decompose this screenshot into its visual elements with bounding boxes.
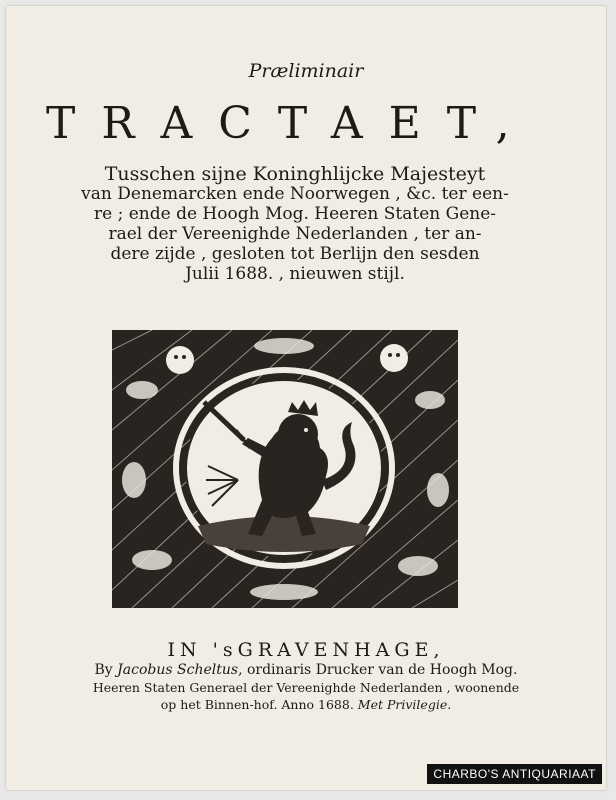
imprint-printer-role: , ordinaris Drucker van de Hoogh Mog. <box>238 662 518 678</box>
imprint-by: By <box>94 662 113 678</box>
lion-rampant-woodcut-icon <box>112 330 458 608</box>
imprint-printer-line <box>46 662 566 679</box>
document-title: TRACTAET, <box>46 98 536 149</box>
imprint-printer-name: Jacobus Scheltus <box>117 662 239 678</box>
subtitle-line: dere zijde , gesloten tot Berlijn den sesden <box>110 244 480 264</box>
subtitle-line: rael der Vereenighde Nederlanden , ter an- <box>108 224 482 244</box>
preliminary-heading: Præliminair <box>248 60 364 82</box>
subtitle-line: re ; ende de Hoogh Mog. Heeren Staten Gene- <box>93 204 497 224</box>
subtitle-line: Tusschen sijne Koninghlijcke Majesteyt <box>104 163 486 185</box>
imprint-city: IN 'sGRAVENHAGE, <box>167 639 445 661</box>
imprint <box>46 638 566 713</box>
subtitle-line: van Denemarcken ende Noorwegen , &c. ter een- <box>81 184 509 204</box>
subtitle-line: Julii 1688. , nieuwen stijl. <box>185 264 405 284</box>
imprint-privilege: Met Privilegie. <box>357 697 452 712</box>
imprint-line-3 <box>46 696 566 713</box>
document-page <box>6 6 606 790</box>
document-subtitle <box>60 164 530 284</box>
imprint-location-year: op het Binnen-hof. Anno 1688. <box>160 697 354 712</box>
watermark-label: CHARBO'S ANTIQUARIAAT <box>427 764 602 784</box>
imprint-line-2: Heeren Staten Generael der Vereenighde Nederlanden , woonende <box>92 680 520 695</box>
